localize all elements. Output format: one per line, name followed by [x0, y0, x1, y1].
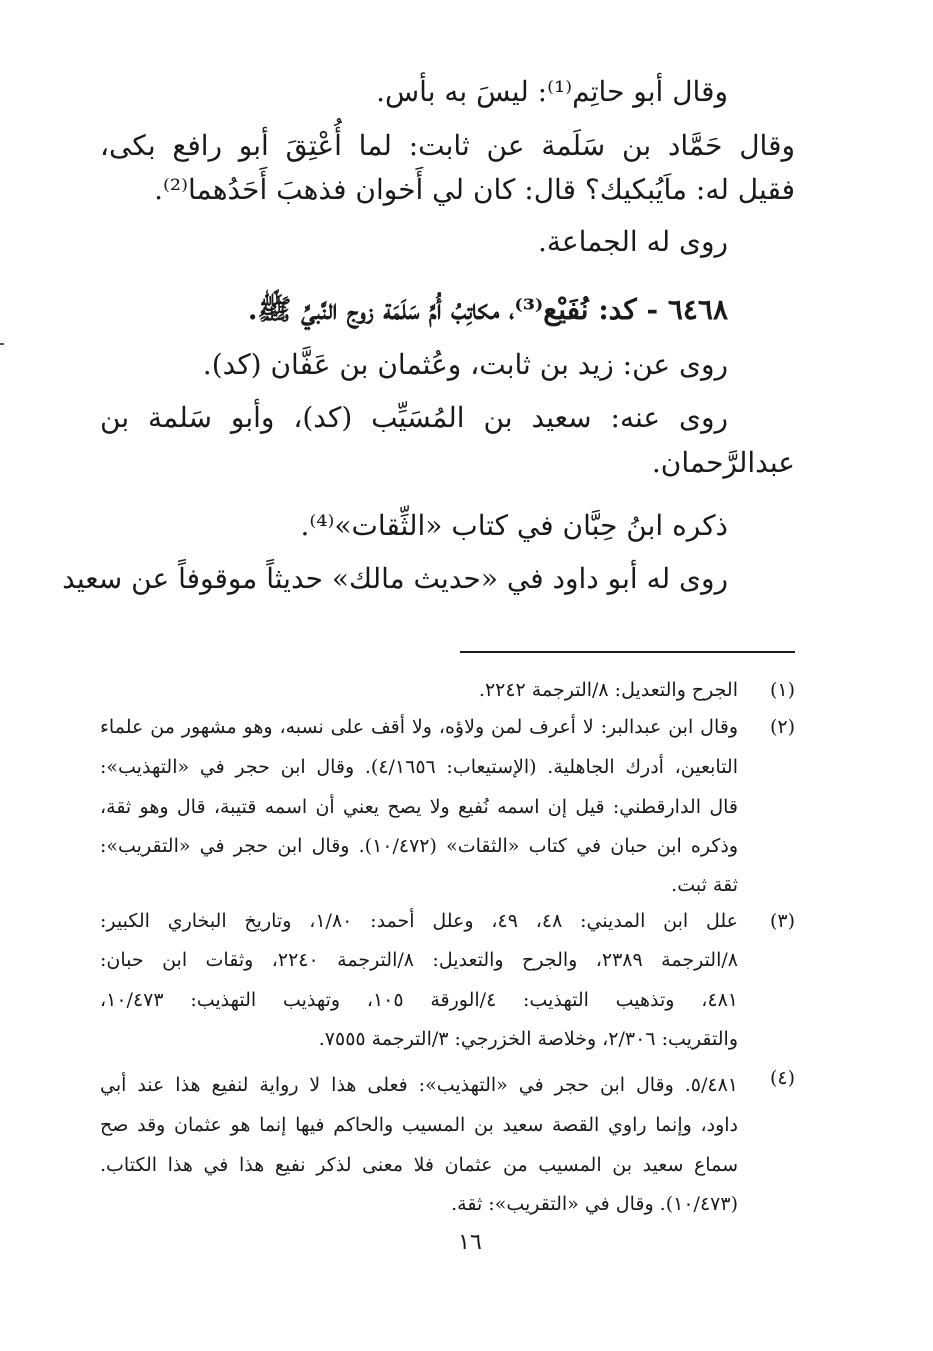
footnote-number: (٤)	[769, 1067, 795, 1089]
footnote-line: التابعين، أدرك الجاهلية. (الإستيعاب: ٤/١٦٥٦). وقال ابن حجر في «التهذيب»:	[100, 756, 738, 778]
footnote-line: ٥/٤٨١. وقال ابن حجر في «التهذيب»: فعلى هذا لا رواية لنفيع هذا عند أبي	[100, 1074, 738, 1096]
footnote-line: ثقة ثبت.	[671, 874, 738, 896]
footnote-line: ٤٨١، وتذهيب التهذيب: ٤/الورقة ١٠٥، وتهذيب التهذيب: ١٠/٤٧٣،	[100, 989, 738, 1011]
footnote-line: (١٠/٤٧٣). وقال في «التقريب»: ثقة.	[451, 1193, 738, 1215]
entry-heading: ٦٤٦٨ - كد: نُفَيْع⁽³⁾، مكاتِبُ أُمِّ سَلَمَة زوج النَّبيِّ ﷺ.	[247, 293, 728, 326]
body-line: روى عنه: سعيد بن المُسَيِّب (كد)، وأبو سَلمة بن	[100, 401, 728, 434]
footnote-line: ٨/الترجمة ٢٣٨٩، والجرح والتعديل: ٨/الترجمة ٢٢٤٠، وثقات ابن حبان:	[100, 949, 738, 971]
scan-mark	[0, 343, 4, 345]
body-line: فقيل له: ماَيُبكيك؟ قال: كان لي أَخوان فذهبَ أَحَدُهما⁽²⁾.	[154, 173, 795, 206]
footnote-line: علل ابن المديني: ٤٨، ٤٩، وعلل أحمد: ١/٨٠، وتاريخ البخاري الكبير:	[100, 910, 739, 932]
body-line: وقال حَمَّاد بن سَلَمة عن ثابت: لما أُعْتِقَ أبو رافع بكى،	[100, 129, 795, 162]
footnote-line: والتقريب: ٢/٣٠٦، وخلاصة الخزرجي: ٣/الترجمة ٧٥٥٥.	[318, 1028, 738, 1050]
body-line: روى له أبو داود في «حديث مالك» حديثاً موقوفاً عن سعيد	[62, 562, 728, 595]
body-line: روى له الجماعة.	[537, 225, 728, 258]
footnote-line: قال الدارقطني: قيل إن اسمه نُفيع ولا يصح يعني أن اسمه قتيبة، قال وهو ثقة،	[100, 796, 738, 818]
body-line: وقال أبو حاتِم⁽¹⁾: ليسَ به بأس.	[376, 75, 728, 108]
footnote-line: وقال ابن عبدالبر: لا أعرف لمن ولاؤه، ولا أقف على نسبه، وهو مشهور من علماء	[100, 716, 738, 738]
footnote-number: (٢)	[769, 716, 795, 738]
footnote-line: سماع سعيد بن المسيب من عثمان فلا معنى لذكر نفيع هذا في هذا الكتاب.	[100, 1154, 738, 1176]
footnote-line: الجرح والتعديل: ٨/الترجمة ٢٢٤٢.	[478, 679, 738, 701]
footnote-line: داود، وإنما راوي القصة سعيد بن المسيب والحاكم فيها إنما هو عثمان وقد صح	[100, 1114, 738, 1136]
body-line: ذكره ابنُ حِبَّان في كتاب «الثِّقات»⁽⁴⁾.	[300, 509, 728, 542]
page-number: ١٦	[458, 1230, 482, 1255]
footnote-divider	[460, 651, 795, 653]
footnote-line: وذكره ابن حبان في كتاب «الثقات» (١٠/٤٧٢). وقال ابن حجر في «التقريب»:	[100, 835, 739, 857]
footnote-number: (١)	[769, 679, 795, 701]
footnote-number: (٣)	[769, 910, 795, 932]
body-line: عبدالرَّحمان.	[651, 446, 795, 479]
body-line: روى عن: زيد بن ثابت، وعُثمان بن عَفَّان (كد).	[202, 348, 728, 381]
